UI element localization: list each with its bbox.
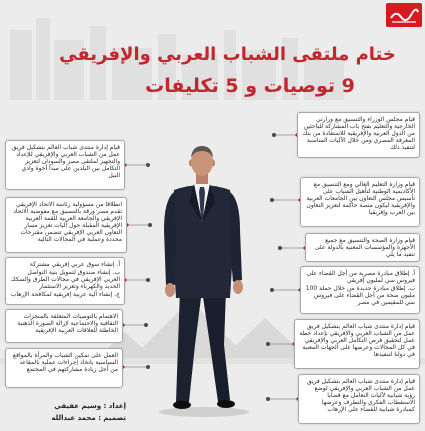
recommendation-text: قيام إدارة منتدى شباب العالم بتشكيل فريق عمل من الشباب العربي والإفريقي للإعداد والتجهيز لملتقى مصر والسودان لتعزيز التكامل بين البلدين على مبدأ أخوة وادي النيل: [11, 144, 120, 179]
walking-man-figure: [142, 140, 262, 420]
page-subtitle: 9 توصيات و 5 تكليفات: [145, 75, 355, 97]
recommendation-list-item: أ. إنشاء سوق عربي إفريقي مشتركة: [29, 261, 120, 268]
recommendation-list-item: ج. إنشاء آلية عربية إفريقية لمكافحة الإرهاب: [10, 291, 120, 298]
recommendation-list-item: أ. إطلاق مبادرة مصرية من أجل القضاء على فيروس سي لمليون إفريقي: [306, 270, 415, 284]
recommendation-box-left-2: [5, 197, 127, 253]
credit-designed-by: تصميم : محمد عبدالله: [51, 414, 126, 422]
recommendation-box-right-5: [294, 319, 420, 369]
figure-right-shoe: [217, 400, 235, 408]
page-title: ختام ملتقى الشباب العربي والإفريقي: [59, 44, 396, 65]
recommendation-text: الاهتمام بالتوصيات المتعلقة بالمنجزات الثقافية والاجتماعية لإزالة الصورة الذهنية الخاطئة للعلاقات العربية الإفريقية: [17, 313, 118, 334]
recommendation-box-right-3: [305, 233, 420, 262]
recommendation-box-left-3: [5, 257, 125, 305]
recommendation-list-item: ب. إنشاء صندوق لتمويل بنية التواصل العربي الإفريقي في مجالات الطرق والسكك الحديد والكهرباء وتعزيز الاستثمار: [10, 269, 120, 290]
figure-left-shoe: [173, 401, 191, 409]
recommendation-box-left-4: [5, 309, 123, 343]
recommendation-text: قيام وزارة الصحة والتنسيق مع جميع الأجهزة والمؤسسات المعنية بالدولة على تنفيذ ما يلي: [314, 237, 415, 258]
recommendation-text: العمل على تمكين الشباب والمرأة بالمواقع السياسية باتخاذ إجراءات عملية بالمقاعد من أجل زيادة مشاركتهم في المجتمع: [12, 352, 118, 373]
recommendation-text: انطلاقا من مسؤولية رئاسة الاتحاد الإفريقي تقدم مصر ورقة بالتنسيق مع مفوضية الاتحاد الإفريقي والجامعة العربية للقمة العربية الإفريقية المقبلة حول آليات تعزيز مسار التعاون العربي الإفريقي تتضمن مقترحات محددة وعملية في المجالات التالية: [13, 201, 122, 243]
recommendation-box-right-6: [298, 374, 420, 424]
recommendation-box-right-2: [300, 177, 420, 227]
site-logo-icon: [386, 3, 422, 27]
logo-mark: [386, 3, 422, 27]
recommendation-text: قيام وزارة التعليم العالي ومع التنسيق مع الأكاديمية الوطنية لتأهيل الشباب على تأسيس مجلس التعاون بين الجامعات العربية والإفريقية ليكون منصة حاكمة لتعزيز التعاون بين العرب وإفريقيا: [306, 181, 415, 216]
figure-shadow: [159, 407, 249, 417]
figure-left-hand: [165, 283, 175, 297]
figure-right-leg: [202, 290, 230, 402]
recommendation-list-item: ب. إطلاق مبادرة جديدة من خلال حملة 100 مليون صحة من أجل القضاء على فيروس سي للمقيمين في مصر: [305, 285, 415, 306]
recommendation-box-right-4: [300, 266, 420, 314]
recommendation-text: قيام إدارة منتدى شباب العالم بتشكيل فريق عمل من الشباب العربي والإفريقي بإعداد خطة عمل لتحقيق فرص التكامل العربي والإفريقي في كل المجالات وعرضها على الجهات المعنية في دولنا لتنفيذها: [299, 323, 415, 358]
figure-left-arm: [164, 192, 176, 285]
recommendation-box-right-1: [297, 112, 420, 158]
recommendation-box-left-5: [5, 348, 123, 388]
credit-prepared-by: إعداد : وسيم عفيفي: [54, 402, 126, 410]
logo-stroke: [391, 10, 418, 20]
recommendation-text: قيام إدارة منتدى شباب العالم بتشكيل فريق عمل من الشباب العربي والإفريقي لوضع رؤية شبابية لآليات التعامل مع قضايا الاستقطاب الفكري والتطرف وعرضها كمبادرة شبابية للقضاء على الإرهاب: [306, 378, 415, 413]
credits: [30, 400, 126, 424]
building-shape: [10, 30, 32, 100]
figure-left-leg: [176, 290, 202, 402]
recommendation-box-left-1: [5, 140, 125, 190]
figure-right-hand: [233, 280, 243, 294]
recommendation-text: قيام مجلس الوزراء والتنسيق مع وزارتي الخارجية والتعليم بفتح باب المشاركة للباحثين من الدول العربية والإفريقية للاستفادة من بنك المعرفة المصري ومن خلال الآليات المناسبة لتنفيذ ذلك: [302, 116, 415, 151]
